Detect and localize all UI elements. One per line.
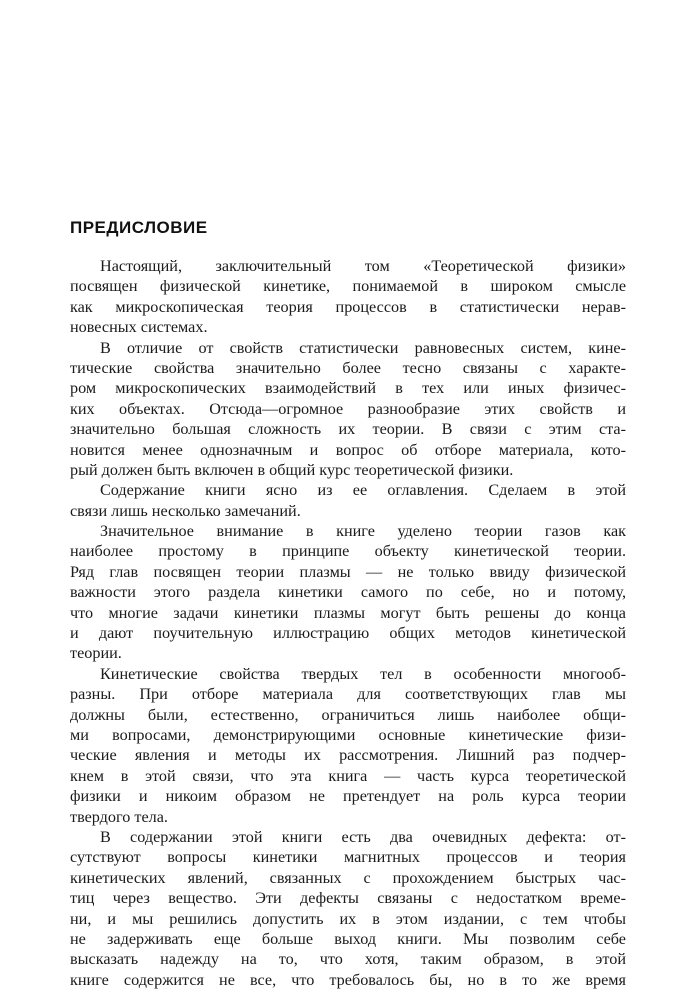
text-line: тические свойства значительно более тесно связаны с характе- bbox=[70, 358, 626, 377]
text-line: сутствуют вопросы кинетики магнитных процессов и теория bbox=[70, 848, 626, 867]
text-line: важности этого раздела кинетики самого по себе, но и потому, bbox=[70, 583, 626, 602]
text-line: кинетических явлений, связанных с прохождением быстрых час- bbox=[70, 868, 626, 887]
text-line: теории. bbox=[70, 644, 122, 663]
text-line: кнем в этой связи, что эта книга — часть курса теоретической bbox=[70, 766, 626, 785]
text-line: связи лишь несколько замечаний. bbox=[70, 501, 301, 520]
text-line: как микроскопическая теория процессов в статистически нерав- bbox=[70, 297, 626, 316]
paragraph bbox=[70, 256, 626, 338]
text-line: книге содержится не все, что требовалось бы, но в то же время bbox=[70, 970, 626, 989]
text-line: В содержании этой книги есть два очевидных дефекта: от- bbox=[100, 827, 626, 846]
text-line: рый должен быть включен в общий курс теоретической физики. bbox=[70, 460, 514, 479]
text-line: и дают поучительную иллюстрацию общих методов кинетической bbox=[70, 624, 626, 643]
text-line: посвящен физической кинетике, понимаемой в широком смысле bbox=[70, 277, 626, 296]
preface-text bbox=[70, 256, 626, 990]
text-line: наиболее простому в принципе объекту кинетической теории. bbox=[70, 542, 626, 561]
text-line: ми вопросами, демонстрирующими основные кинетические физи- bbox=[70, 725, 626, 744]
paragraph bbox=[70, 338, 626, 481]
text-line: твердого тела. bbox=[70, 807, 168, 826]
text-line: Кинетические свойства твердых тел в особенности многооб- bbox=[100, 664, 626, 683]
paragraph bbox=[70, 480, 626, 521]
text-line: ких объектах. Отсюда—огромное разнообразие этих свойств и bbox=[70, 399, 626, 418]
text-line: значительно большая сложность их теории. В связи с этим ста- bbox=[70, 420, 626, 439]
text-line: В отличие от свойств статистически равновесных систем, кине- bbox=[100, 338, 626, 357]
text-line: высказать надежду на то, что хотя, таким образом, в этой bbox=[70, 950, 626, 969]
text-line: новесных системах. bbox=[70, 318, 208, 337]
paragraph bbox=[70, 827, 626, 990]
text-line: Содержание книги ясно из ее оглавления. Сделаем в этой bbox=[100, 481, 626, 500]
text-line: физики и никоим образом не претендует на роль курса теории bbox=[70, 787, 626, 806]
page-title: ПРЕДИСЛОВИЕ bbox=[70, 218, 208, 237]
text-line: Значительное внимание в книге уделено теории газов как bbox=[100, 522, 626, 541]
text-line: ром микроскопических взаимодействий в тех или иных физичес- bbox=[70, 379, 626, 398]
paragraph bbox=[70, 521, 626, 664]
text-line: ческие явления и методы их рассмотрения. Лишний раз подчер- bbox=[70, 746, 626, 765]
text-line: что многие задачи кинетики плазмы могут быть решены до конца bbox=[70, 603, 626, 622]
text-line: разны. При отборе материала для соответствующих глав мы bbox=[70, 685, 626, 704]
text-line: тиц через вещество. Эти дефекты связаны с недостатком време- bbox=[70, 889, 626, 908]
text-line: новится менее однозначным и вопрос об отборе материала, кото- bbox=[70, 440, 626, 459]
text-line: не задерживать еще больше выход книги. Мы позволим себе bbox=[70, 929, 626, 948]
text-line: Настоящий, заключительный том «Теоретической физики» bbox=[100, 257, 626, 275]
text-line: должны были, естественно, ограничиться лишь наиболее общи- bbox=[70, 705, 626, 724]
text-line: ни, и мы решились допустить их в этом издании, с тем чтобы bbox=[70, 909, 626, 928]
text-line: Ряд глав посвящен теории плазмы — не только ввиду физической bbox=[70, 562, 626, 581]
paragraph bbox=[70, 664, 626, 827]
